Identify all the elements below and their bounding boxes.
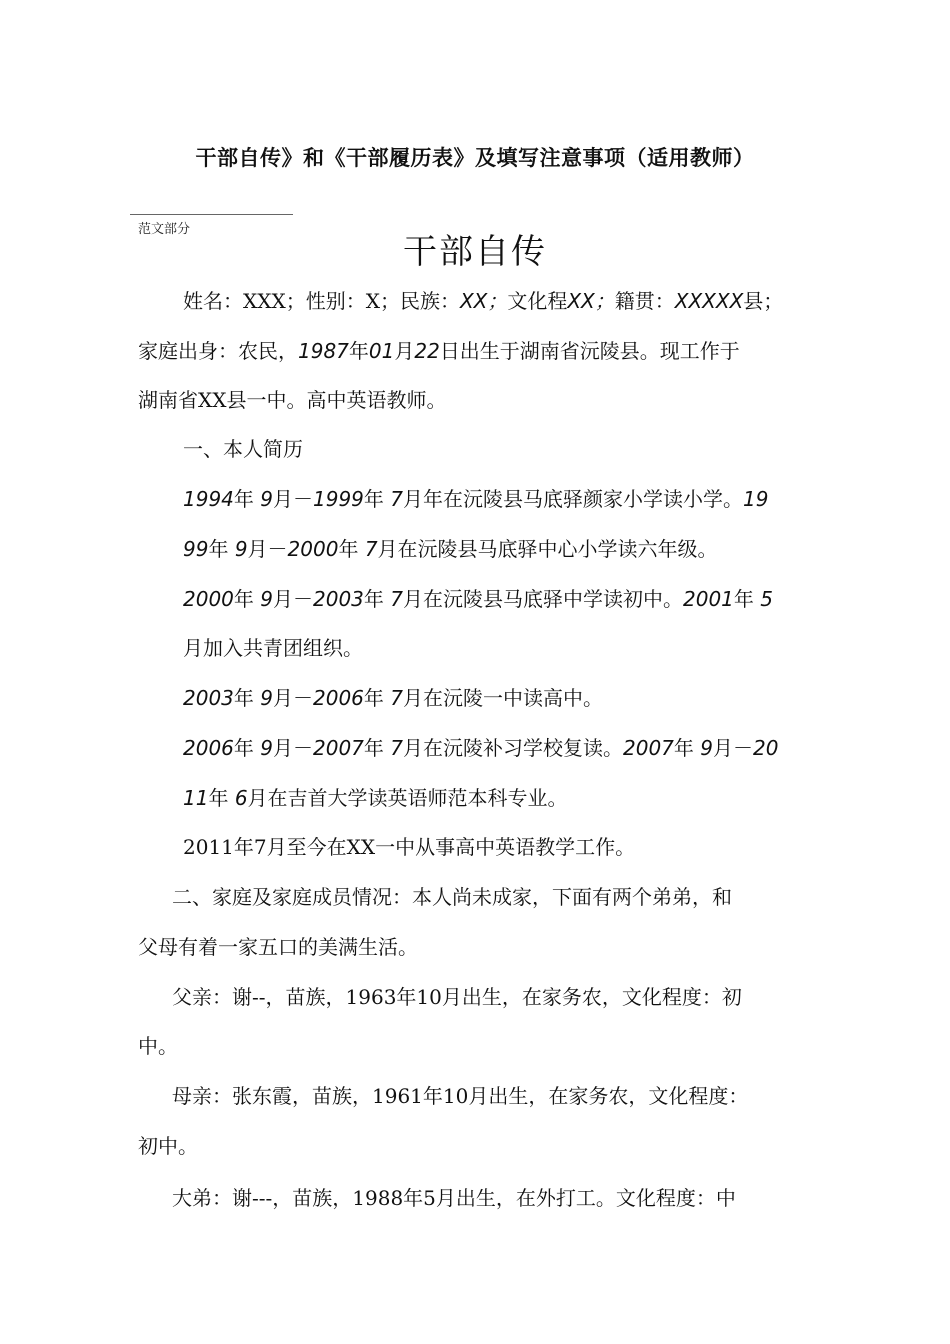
- text-run: XXXXX: [674, 289, 744, 313]
- header-rule: [130, 214, 293, 215]
- text-run: 6: [234, 786, 248, 810]
- text-run: 月在吉首大学读英语师范本科专业。: [247, 786, 568, 810]
- resume-line-2: [183, 537, 718, 561]
- text-run: 7: [390, 587, 403, 611]
- text-run: 1999: [313, 487, 364, 511]
- text-run: 11: [183, 786, 209, 810]
- text-run: 家庭出身：农民，: [138, 339, 298, 363]
- text-run: 9: [260, 736, 273, 760]
- text-run: 7: [364, 537, 378, 561]
- text-run: 年: [363, 736, 384, 760]
- resume-line-3: [183, 587, 773, 611]
- section-2-line-1: 二、家庭及家庭成员情况：本人尚未成家，下面有两个弟弟，和: [172, 885, 732, 909]
- father-line-1: 父亲：谢--，苗族，1963年10月出生，在家务农，文化程度：初: [172, 985, 742, 1009]
- text-run: 年: [363, 587, 384, 611]
- text-run: 9: [260, 487, 273, 511]
- mother-line-1: 母亲：张东霞，苗族，1961年10月出生，在家务农，文化程度：: [172, 1084, 749, 1108]
- text-run: 年: [363, 686, 384, 710]
- text-run: 2006: [313, 686, 364, 710]
- text-run: 姓名：XXX；性别：X；民族：: [183, 289, 460, 313]
- section-label: 范文部分: [138, 222, 191, 237]
- text-run: XX；: [567, 289, 615, 313]
- text-run: 2000: [287, 537, 339, 561]
- text-run: 月－: [247, 537, 288, 561]
- text-run: 年: [233, 686, 254, 710]
- main-title: 干部自传: [403, 232, 547, 272]
- basic-info-line-3: 湖南省XX县一中。高中英语教师。: [138, 388, 447, 412]
- father-line-2: 中。: [138, 1034, 178, 1058]
- text-run: 7: [390, 487, 403, 511]
- text-run: 9: [260, 686, 273, 710]
- text-run: 籍贯：: [614, 289, 675, 313]
- text-run: 2007: [313, 736, 364, 760]
- text-run: 01: [368, 339, 395, 363]
- text-run: 月在沅陵县马底驿中学读初中。: [403, 587, 683, 611]
- text-run: 2003: [313, 587, 364, 611]
- text-run: 月－: [273, 487, 313, 511]
- text-run: 5: [760, 587, 773, 611]
- text-run: 19: [743, 487, 769, 511]
- text-run: 7: [390, 686, 403, 710]
- mother-line-2: 初中。: [138, 1134, 198, 1158]
- text-run: 月－: [713, 736, 753, 760]
- brother-line-1: 大弟：谢---，苗族，1988年5月出生，在外打工。文化程度：中: [172, 1186, 736, 1210]
- text-run: 7: [390, 736, 403, 760]
- text-run: 年: [233, 487, 254, 511]
- text-run: 月年在沅陵县马底驿颜家小学读小学。: [403, 487, 743, 511]
- text-run: 22: [414, 339, 440, 363]
- resume-line-4: 月加入共青团组织。: [183, 636, 363, 660]
- text-run: 2003: [183, 686, 234, 710]
- text-run: 2007: [623, 736, 674, 760]
- text-run: 1994: [183, 487, 234, 511]
- text-run: 月: [394, 339, 415, 363]
- text-run: 9: [260, 587, 273, 611]
- text-run: 月在沅陵县马底驿中心小学读六年级。: [377, 537, 718, 561]
- resume-line-8: 2011年7月至今在XX一中从事高中英语教学工作。: [183, 835, 636, 859]
- text-run: 月－: [273, 736, 313, 760]
- text-run: 月－: [273, 686, 313, 710]
- text-run: 年: [208, 786, 229, 810]
- text-run: 2006: [183, 736, 234, 760]
- text-run: 2001: [683, 587, 734, 611]
- text-run: 20: [753, 736, 779, 760]
- section-1-heading: 一、本人简历: [183, 437, 303, 461]
- text-run: 年: [233, 736, 254, 760]
- text-run: 月在沅陵一中读高中。: [403, 686, 603, 710]
- resume-line-6: [183, 736, 778, 760]
- text-run: 2000: [183, 587, 234, 611]
- text-run: 9: [700, 736, 713, 760]
- text-run: 1987: [298, 339, 349, 363]
- text-run: 日出生于湖南省沅陵县。现工作于: [439, 339, 740, 363]
- document-header-title: 干部自传》和《干部履历表》及填写注意事项（适用教师）: [195, 146, 755, 170]
- resume-line-1: [183, 487, 768, 511]
- text-run: 年: [233, 587, 254, 611]
- text-run: 年: [673, 736, 694, 760]
- basic-info-line-1: [183, 289, 783, 313]
- text-run: 9: [234, 537, 248, 561]
- resume-line-7: [183, 786, 568, 810]
- text-run: 年: [208, 537, 229, 561]
- text-run: 月－: [273, 587, 313, 611]
- section-2-line-2: 父母有着一家五口的美满生活。: [138, 935, 418, 959]
- text-run: 99: [183, 537, 209, 561]
- text-run: XX；: [459, 289, 508, 313]
- text-run: 年: [338, 537, 359, 561]
- resume-line-5: [183, 686, 603, 710]
- text-run: 年: [363, 487, 384, 511]
- text-run: 文化程: [507, 289, 568, 313]
- basic-info-line-2: [138, 339, 740, 363]
- text-run: 年: [733, 587, 754, 611]
- text-run: 年: [348, 339, 369, 363]
- text-run: 县；: [743, 289, 784, 313]
- text-run: 月在沅陵补习学校复读。: [403, 736, 623, 760]
